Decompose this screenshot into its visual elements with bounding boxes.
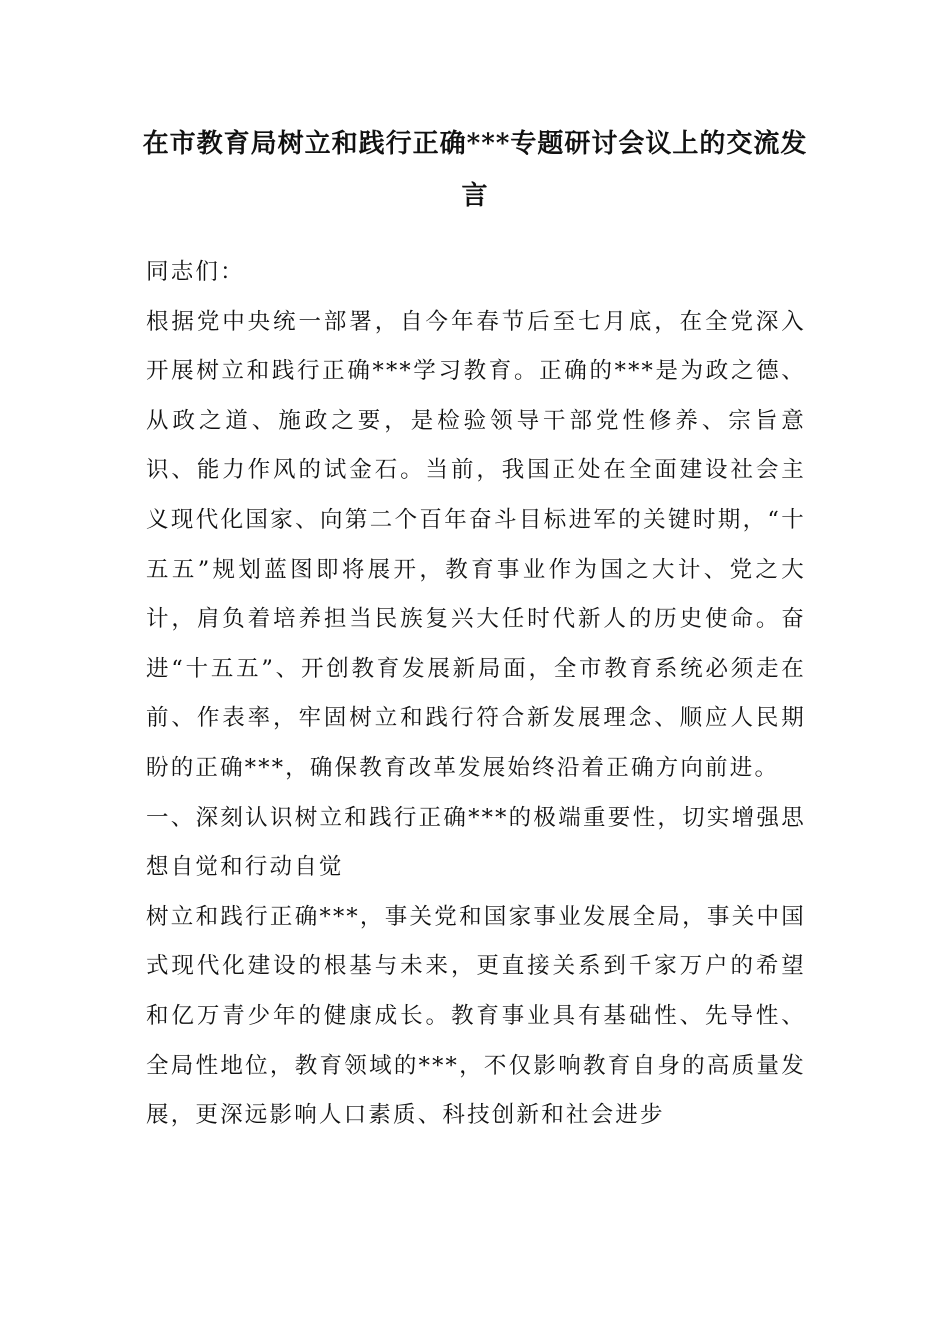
section-heading-1: 一、深刻认识树立和践行正确***的极端重要性，切实增强思想自觉和行动自觉 [146, 804, 806, 881]
document-title: 在市教育局树立和践行正确***专题研讨会议上的交流发言 [142, 129, 808, 211]
paragraph-section-1: 树立和践行正确***，事关党和国家事业发展全局，事关中国式现代化建设的根基与未来，更直接关系到千家万户的希望和亿万青少年的健康成长。教育事业具有基础性、先导性、全局性地位，教育领域的***，不仅影响教育自身的高质量发展，更深远影响人口素质、科技创新和社会进步 [146, 903, 806, 1129]
paragraph-intro: 根据党中央统一部署，自今年春节后至七月底，在全党深入开展树立和践行正确***学习教育。正确的***是为政之德、从政之道、施政之要，是检验领导干部党性修养、宗旨意识、能力作风的试金石。当前，我国正处在全面建设社会主义现代化国家、向第二个百年奋斗目标进军的关键时期，“十五五”规划蓝图即将展开，教育事业作为国之大计、党之大计，肩负着培养担当民族复兴大任时代新人的历史使命。奋进“十五五”、开创教育发展新局面，全市教育系统必须走在前、作表率，牢固树立和践行符合新发展理念、顺应人民期盼的正确***，确保教育改革发展始终沿着正确方向前进。 [146, 308, 806, 781]
salutation: 同志们： [146, 259, 245, 285]
document-body [146, 248, 806, 1141]
